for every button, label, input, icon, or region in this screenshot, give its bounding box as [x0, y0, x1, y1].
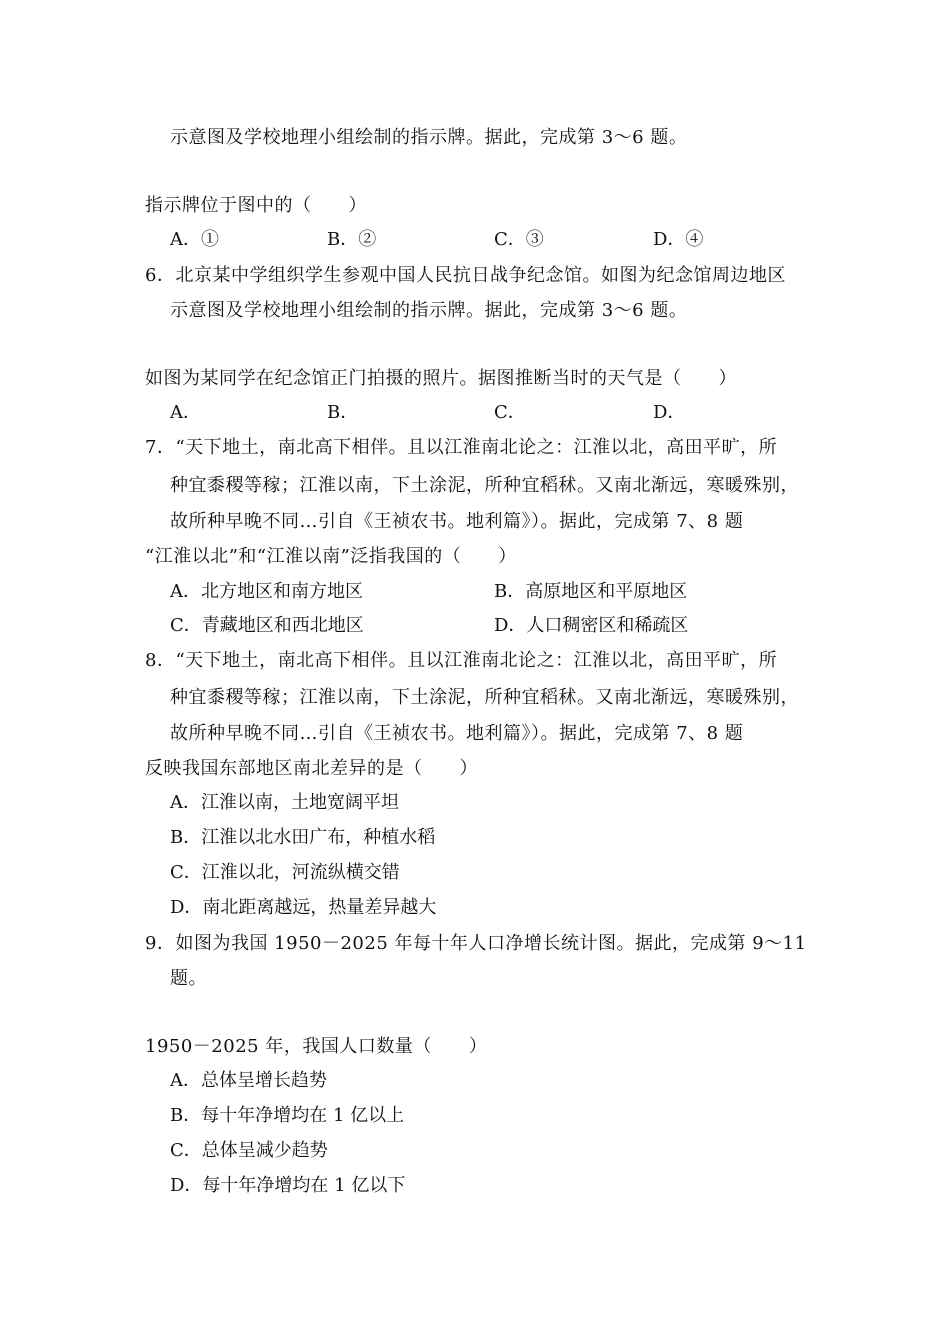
q8-option-d[interactable]: D．南北距离越远，热量差异越大 — [170, 897, 437, 918]
q6-option-a[interactable]: A． — [170, 402, 201, 423]
q8-option-b[interactable]: B．江淮以北水田广布，种植水稻 — [170, 827, 436, 848]
q5-intro-line: 示意图及学校地理小组绘制的指示牌。据此，完成第 3～6 题。 — [170, 127, 688, 148]
q8-intro-line-3: 故所种早晚不同…引自《王祯农书。地利篇》）。据此，完成第 7、8 题 — [170, 723, 744, 744]
q6-intro-line-1: 6．北京某中学组织学生参观中国人民抗日战争纪念馆。如图为纪念馆周边地区 — [145, 265, 786, 286]
q7-option-a[interactable]: A．北方地区和南方地区 — [170, 581, 363, 602]
q5-option-a[interactable]: A．① — [170, 229, 219, 250]
q8-option-c[interactable]: C．江淮以北，河流纵横交错 — [170, 862, 400, 883]
q9-option-a[interactable]: A．总体呈增长趋势 — [170, 1070, 327, 1091]
q9-intro-line-2: 题。 — [170, 968, 207, 989]
q5-option-b[interactable]: B．② — [327, 229, 377, 250]
q5-option-c[interactable]: C．③ — [494, 229, 544, 250]
q8-option-a[interactable]: A．江淮以南，土地宽阔平坦 — [170, 792, 399, 813]
q9-option-b[interactable]: B．每十年净增均在 1 亿以上 — [170, 1105, 405, 1126]
q6-intro-line-2: 示意图及学校地理小组绘制的指示牌。据此，完成第 3～6 题。 — [170, 300, 688, 321]
q7-option-b[interactable]: B．高原地区和平原地区 — [494, 581, 688, 602]
q5-option-d[interactable]: D．④ — [653, 229, 704, 250]
q7-stem: “江淮以北”和“江淮以南”泛指我国的（ ） — [145, 546, 517, 567]
q7-option-c[interactable]: C．青藏地区和西北地区 — [170, 615, 364, 636]
q9-stem: 1950－2025 年，我国人口数量（ ） — [145, 1036, 488, 1057]
q9-option-c[interactable]: C．总体呈减少趋势 — [170, 1140, 328, 1161]
q9-option-d[interactable]: D．每十年净增均在 1 亿以下 — [170, 1175, 406, 1196]
q5-stem: 指示牌位于图中的（ ） — [145, 195, 367, 216]
q6-option-c[interactable]: C． — [494, 402, 526, 423]
q8-stem: 反映我国东部地区南北差异的是（ ） — [145, 758, 478, 779]
q7-intro-line-3: 故所种早晚不同…引自《王祯农书。地利篇》）。据此，完成第 7、8 题 — [170, 511, 744, 532]
q6-option-b[interactable]: B． — [327, 402, 359, 423]
q7-option-d[interactable]: D．人口稠密区和稀疏区 — [494, 615, 689, 636]
q7-intro-line-2: 种宜黍稷等稼；江淮以南，下土涂泥，所种宜稻秫。又南北渐远，寒暖殊别， — [170, 475, 799, 496]
q6-stem: 如图为某同学在纪念馆正门拍摄的照片。据图推断当时的天气是（ ） — [145, 368, 737, 389]
q8-intro-line-2: 种宜黍稷等稼；江淮以南，下土涂泥，所种宜稻秫。又南北渐远，寒暖殊别， — [170, 687, 799, 708]
q8-intro-line-1: 8．“天下地土，南北高下相伴。且以江淮南北论之：江淮以北，高田平旷，所 — [145, 650, 778, 671]
q6-option-d[interactable]: D． — [653, 402, 686, 423]
q7-intro-line-1: 7．“天下地土，南北高下相伴。且以江淮南北论之：江淮以北，高田平旷，所 — [145, 437, 778, 458]
q9-intro-line-1: 9．如图为我国 1950－2025 年每十年人口净增长统计图。据此，完成第 9～11 — [145, 933, 807, 954]
